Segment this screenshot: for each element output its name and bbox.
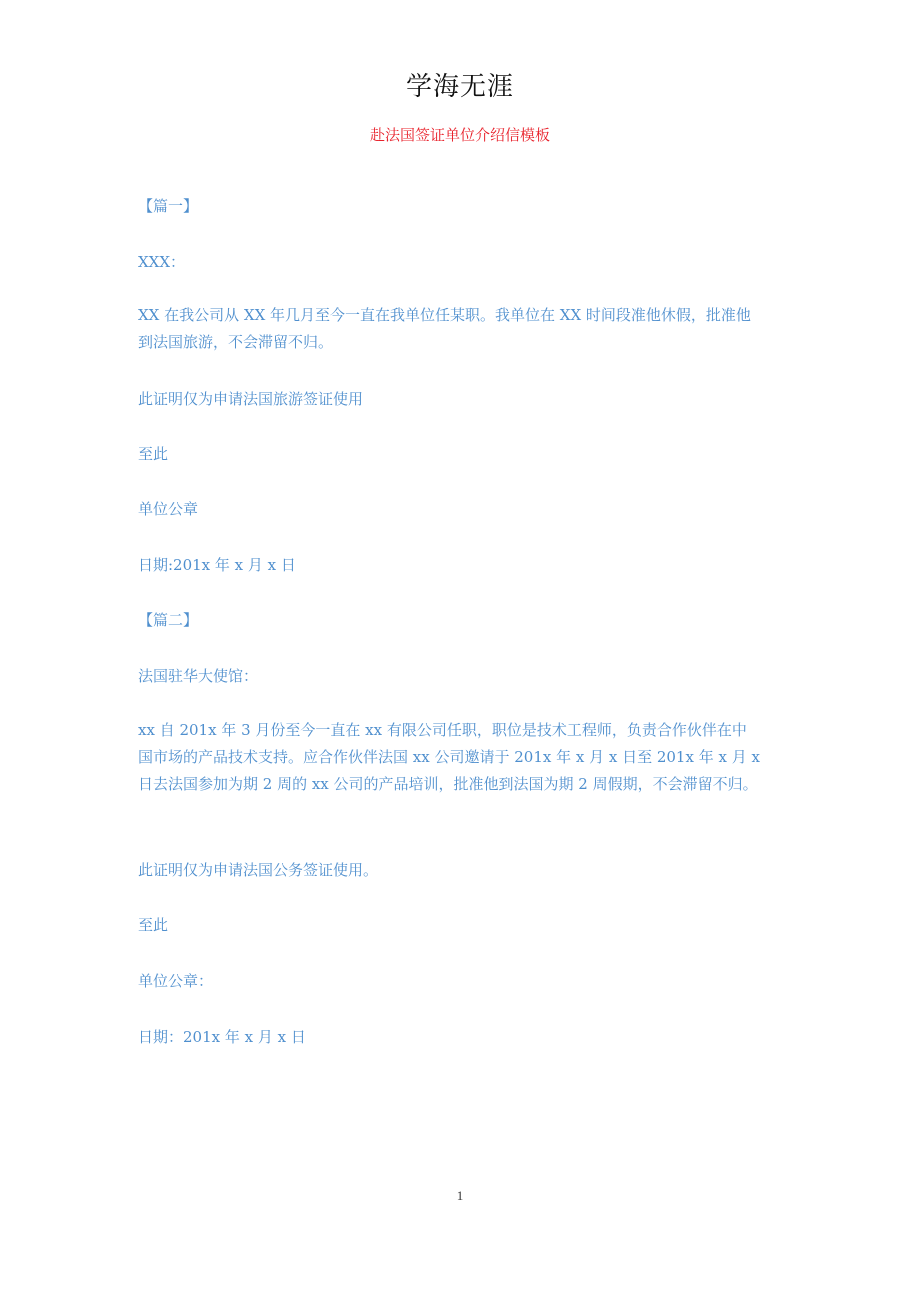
section-1-body-line: XX 在我公司从 XX 年几月至今一直在我单位任某职。我单位在 XX 时间段准他休假，批准他: [138, 306, 751, 324]
section-2-date: 日期：201x 年 x 月 x 日: [138, 1028, 306, 1046]
section-1-date: 日期:201x 年 x 月 x 日: [138, 556, 296, 574]
section-1-salutation: XXX：: [138, 253, 186, 271]
page-header-title: 学海无涯: [405, 72, 514, 102]
document-title: 赴法国签证单位介绍信模板: [369, 126, 550, 144]
section-2-heading: 【篇二】: [138, 611, 199, 629]
section-2-body-line: 日去法国参加为期 2 周的 xx 公司的产品培训，批准他到法国为期 2 周假期，不会滞留不归。: [138, 775, 758, 793]
section-2-seal: 单位公章：: [138, 972, 214, 990]
section-1-body-line: 到法国旅游，不会滞留不归。: [138, 333, 334, 351]
section-2-body: [138, 717, 798, 798]
page-number: 1: [456, 1188, 464, 1203]
section-1-heading: 【篇一】: [138, 197, 199, 215]
section-1-body: [138, 302, 798, 356]
section-1-seal: 单位公章: [138, 500, 199, 518]
section-2-closing: 至此: [138, 916, 169, 934]
section-2-statement: 此证明仅为申请法国公务签证使用。: [138, 861, 379, 879]
section-2-body-line: 国市场的产品技术支持。应合作伙伴法国 xx 公司邀请于 201x 年 x 月 x 日至 201x 年 x 月 x: [138, 748, 760, 766]
section-2-salutation: 法国驻华大使馆：: [138, 667, 259, 685]
section-1-statement: 此证明仅为申请法国旅游签证使用: [138, 390, 364, 408]
section-1-closing: 至此: [138, 445, 169, 463]
section-2-body-line: xx 自 201x 年 3 月份至今一直在 xx 有限公司任职，职位是技术工程师，负责合作伙伴在中: [138, 721, 747, 739]
